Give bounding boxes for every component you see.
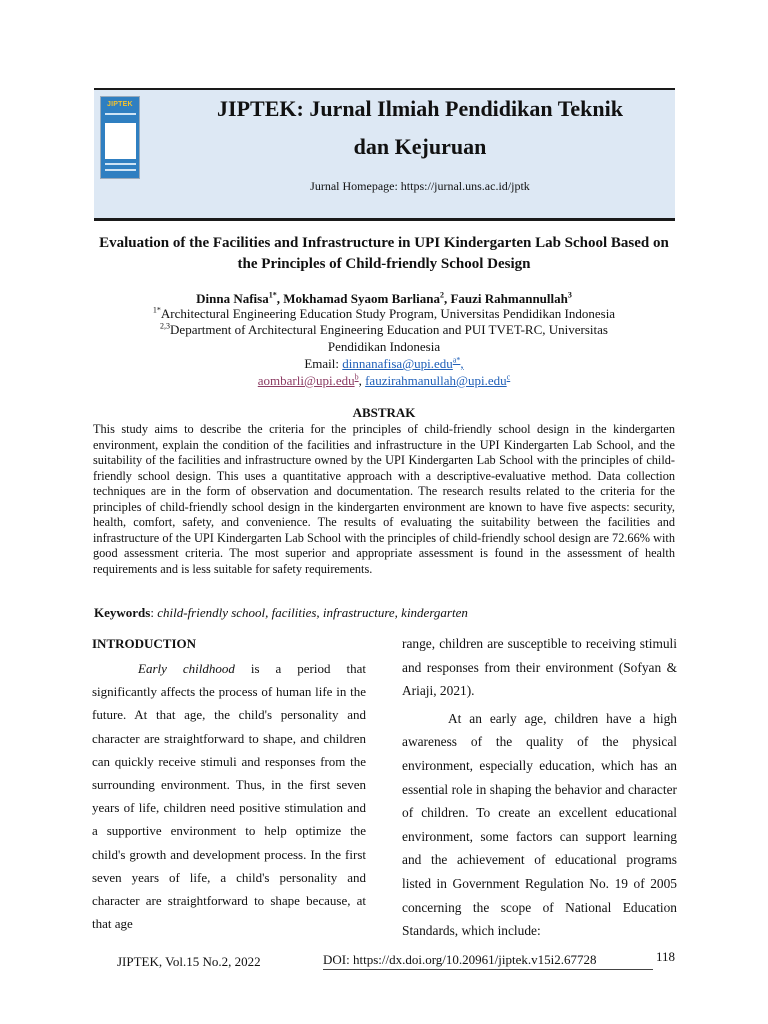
journal-title-line2: dan Kejuruan [353,134,487,159]
email-line-2: aombarli@upi.edu$^b$, fauzirahmanullah@upi.edu$^c$ [257,372,511,388]
author-marker: 1* [268,290,277,300]
affiliation-2 [94,322,674,338]
journal-title-line1: JIPTEK: Jurnal Ilmiah Pendidikan Teknik [217,96,623,121]
footer-doi[interactable]: DOI: https://dx.doi.org/10.20961/jiptek.v15i2.67728 [323,952,597,967]
affiliation-1 [94,306,674,322]
cover-stripe [105,163,136,165]
paper-title: Evaluation of the Facilities and Infrastructure in UPI Kindergarten Lab School Based on the Principles of Child-friendly School Design [99,235,669,272]
cover-image-area [105,123,136,159]
author-name: Dinna Nafisa [196,291,269,306]
keywords-label: Keywords [94,605,151,620]
email-link[interactable]: fauzirahmanullah@upi.edu [365,373,507,388]
email-marker: a* [452,355,461,365]
affiliation-2-continued: Pendidikan Indonesia [327,339,441,354]
keywords-line: Keywords: child-friendly school, facilities, infrastructure, kindergarten [94,605,468,620]
email-marker: b [354,372,359,382]
affiliation-marker: 1* [152,305,161,315]
abstract-text: This study aims to describe the criteria for the principles of child-friendly school design in the kindergarten environment, explain the condition of the facilities and infrastructure in the UPI Kindergarten Lab School, and the suitability of the facilities and infrastructure owned by the UPI Kindergarten Lab School with the principles of child-friendly school design. This uses a quantitative approach with a descriptive-evaluative method. Data collection techniques are in the form of observation and documentation. The research results related to the criteria for the principles of child-friendly school design in the kindergarten environment are known to have five aspects: security, health, comfort, safety, and convenience. The results of evaluating the suitability between the facilities and infrastructure of the UPI Kindergarten Lab School with the principles of child-friendly school design are 72.66% with good assessment criteria. The most superior and appropriate assessment is found in the assessment of health requirements and is less suitable for safety requirements. [93,422,675,576]
affiliation-text: Architectural Engineering Education Study Program, Universitas Pendidikan Indonesia [160,306,616,321]
paragraph-text: is a period that significantly affects the process of human life in the future. At that age, the child's personality and character are straightforward to shape, and children can quickly receive stimuli and responses from the surrounding environment. Thus, in the first seven years of life, children need positive stimulation and a supportive environment to help optimize the child's growth and development process. In the first seven years of life, a child's personality and character are straightforward to shape because, at that age [92,661,366,932]
affiliation-text: Department of Architectural Engineering Education and PUI TVET-RC, Universitas [170,322,608,337]
email-label: Email: [304,356,343,371]
keywords-text: child-friendly school, facilities, infrastructure, kindergarten [157,605,468,620]
italic-term: Early childhood [138,661,235,676]
affiliation-marker: 2,3 [160,321,171,331]
journal-cover-thumbnail [100,96,140,179]
journal-title [180,90,660,166]
journal-homepage[interactable]: Jurnal Homepage: https://jurnal.uns.ac.id/jptk [310,179,530,193]
email-link[interactable]: dinnanafisa@upi.edu [342,356,453,371]
left-column [92,657,366,935]
author-name: Mokhamad Syaom Barliana [283,291,440,306]
author-name: Fauzi Rahmannullah [450,291,568,306]
abstract-heading: ABSTRAK [352,405,416,420]
paragraph [92,657,366,935]
author-marker: 3 [567,290,572,300]
cover-stripe [105,113,136,115]
paragraph: At an early age, children have a high awareness of the quality of the physical environment, especially education, which has an essential role in shaping the behavior and character of children. To create an excellent educational environment, some factors can support learning and the achievement of educational programs listed in Government Regulation No. 19 of 2005 concerning the scope of National Education Standards, which include: [402,710,677,939]
email-marker: c [506,372,511,382]
paragraph: range, children are susceptible to receiving stimuli and responses from their environment (Sofyan & Ariaji, 2021). [402,636,677,699]
cover-stripe [105,169,136,171]
author-marker: 2 [439,290,444,300]
email-line: Email: dinnanafisa@upi.edu$^{a*}$, [304,355,464,371]
section-heading-introduction: INTRODUCTION [92,636,197,651]
footer-journal-issue: JIPTEK, Vol.15 No.2, 2022 [117,954,261,969]
cover-logo-text: JIPTEK [107,101,133,108]
right-column [402,632,677,943]
author-list: Dinna Nafisa$^{1*}$, Mokhamad Syaom Barliana$^2$, Fauzi Rahmannullah$^3$ [196,290,572,306]
page-number: 118 [656,949,676,964]
email-link[interactable]: aombarli@upi.edu [257,373,355,388]
footer-rule [323,969,653,970]
